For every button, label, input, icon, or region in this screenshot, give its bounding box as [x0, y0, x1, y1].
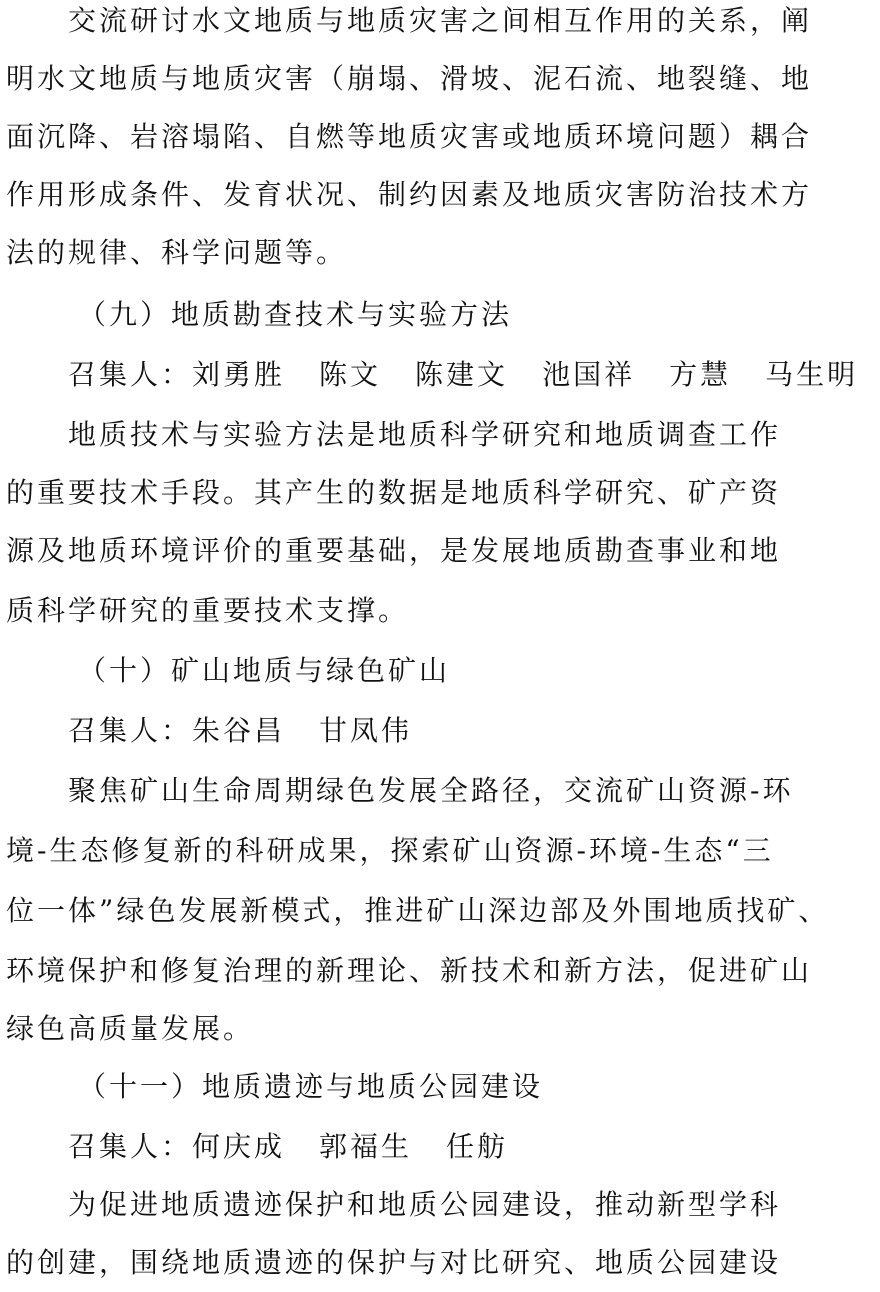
convener-name: 刘勇胜 — [192, 358, 286, 391]
text-line: 作用形成条件、发育状况、制约因素及地质灾害防治技术方 — [6, 178, 813, 211]
text-line: 的创建，围绕地质遗迹的保护与对比研究、地质公园建设 — [6, 1246, 782, 1279]
convener-line — [68, 346, 858, 404]
convener-name: 池国祥 — [542, 358, 636, 391]
convener-name: 任舫 — [446, 1130, 509, 1163]
text-line: 境-生态修复新的科研成果，探索矿山资源-环境-生态“三 — [6, 834, 774, 867]
convener-name: 郭福生 — [319, 1130, 413, 1163]
text-line: 明水文地质与地质灾害（崩塌、滑坡、泥石流、地裂缝、地 — [6, 62, 813, 95]
convener-name: 陈建文 — [415, 358, 509, 391]
text-line: 地质技术与实验方法是地质科学研究和地质调查工作 — [68, 418, 782, 451]
convener-label: 召集人： — [68, 714, 193, 747]
convener-label: 召集人： — [68, 1130, 193, 1163]
convener-label: 召集人： — [68, 358, 193, 391]
text-line: 交流研讨水文地质与地质灾害之间相互作用的关系，阐 — [68, 4, 813, 37]
text-line: 为促进地质遗迹保护和地质公园建设，推动新型学科 — [68, 1188, 782, 1221]
text-line: 的重要技术手段。其产生的数据是地质科学研究、矿产资 — [6, 476, 782, 509]
text-line: 位一体”绿色发展新模式，推进矿山深边部及外围地质找矿、 — [6, 894, 830, 927]
section-heading: （十一）地质遗迹与地质公园建设 — [78, 1070, 544, 1103]
text-line: 质科学研究的重要技术支撑。 — [6, 594, 410, 627]
convener-name: 陈文 — [319, 358, 382, 391]
text-line: 源及地质环境评价的重要基础，是发展地质勘查事业和地 — [6, 534, 782, 567]
convener-line — [68, 1118, 508, 1176]
convener-name: 方慧 — [669, 358, 732, 391]
section-heading: （十）矿山地质与绿色矿山 — [78, 654, 451, 687]
text-line: 面沉降、岩溶塌陷、自燃等地质灾害或地质环境问题）耦合 — [6, 120, 813, 153]
section-heading: （九）地质勘查技术与实验方法 — [78, 298, 513, 331]
convener-name: 甘凤伟 — [319, 714, 413, 747]
convener-line — [68, 702, 412, 760]
text-line: 法的规律、科学问题等。 — [6, 236, 348, 269]
convener-name: 何庆成 — [192, 1130, 286, 1163]
text-line: 聚焦矿山生命周期绿色发展全路径，交流矿山资源-环 — [68, 774, 794, 807]
convener-name: 马生明 — [765, 358, 859, 391]
text-line: 环境保护和修复治理的新理论、新技术和新方法，促进矿山 — [6, 954, 813, 987]
text-line: 绿色高质量发展。 — [6, 1012, 255, 1045]
convener-name: 朱谷昌 — [192, 714, 286, 747]
